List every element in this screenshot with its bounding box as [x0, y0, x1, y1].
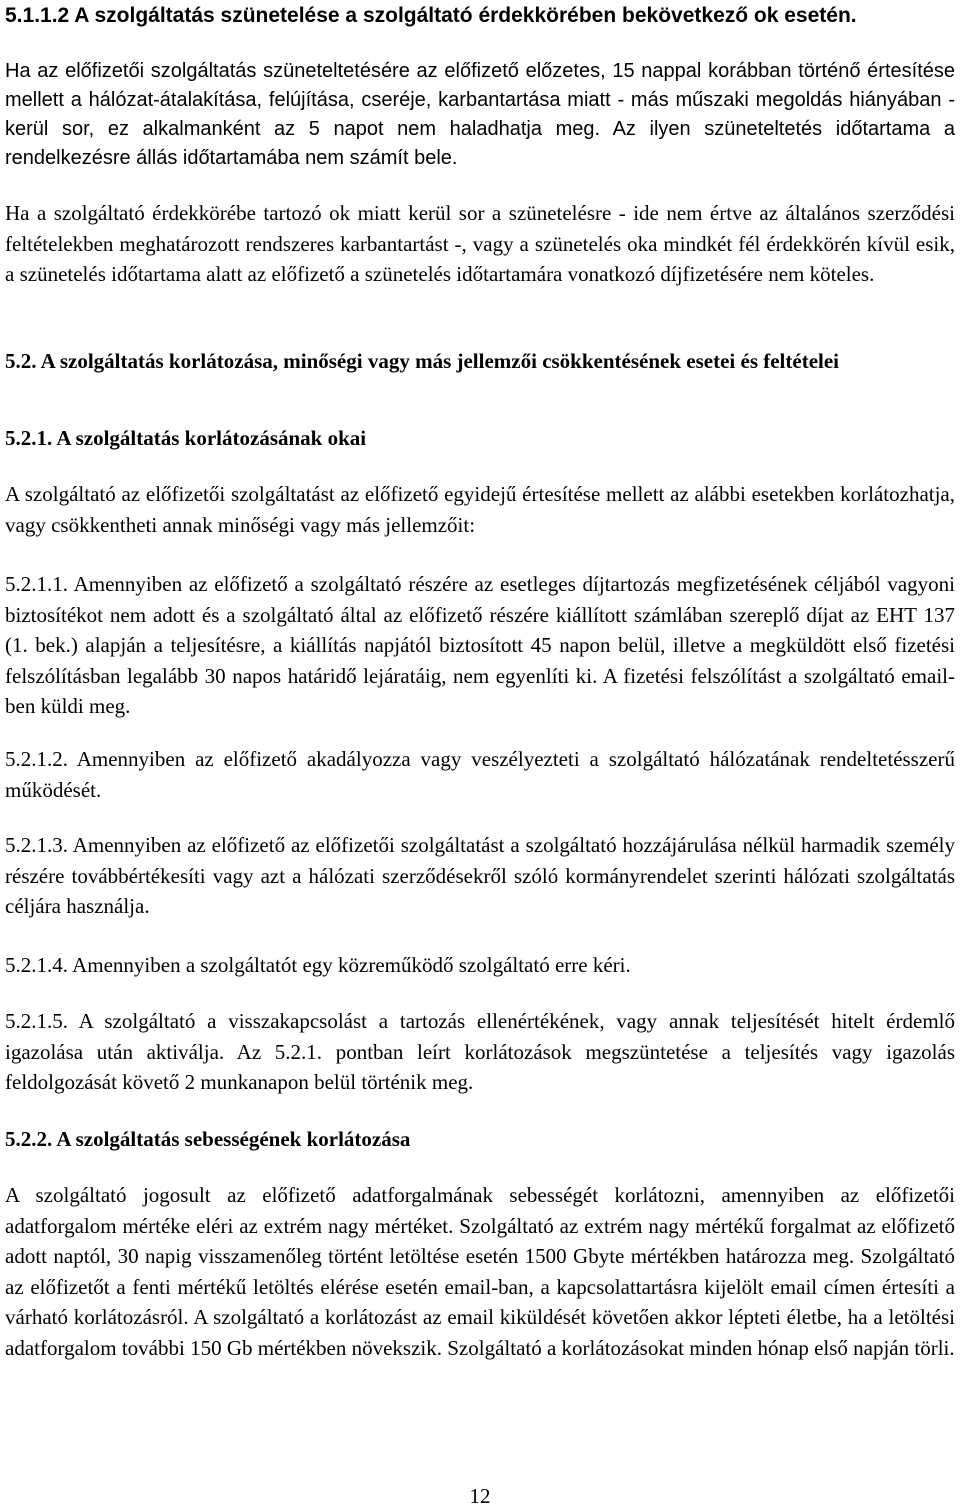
list-item-5-2-1-2: 5.2.1.2. Amennyiben az előfizető akadályozza vagy veszélyezteti a szolgáltató hálózatának rendeltetésszerű működését. [5, 747, 955, 802]
list-item-5-2-1-3: 5.2.1.3. Amennyiben az előfizető az előfizetői szolgáltatást a szolgáltató hozzájárulása nélkül harmadik személy részére továbbértékesíti vagy azt a hálózati szerződésekről szóló kormányrendelet szerinti hálózati szolgáltatás céljára használja. [5, 833, 955, 918]
list-item-5-2-1-4: 5.2.1.4. Amennyiben a szolgáltatót egy közreműködő szolgáltató erre kéri. [5, 953, 631, 977]
page-number: 12 [469, 1484, 491, 1508]
section-heading-5-2-2: 5.2.2. A szolgáltatás sebességének korlátozása [5, 1127, 411, 1151]
paragraph-suspension-maintenance: Ha az előfizetői szolgáltatás szüneteltetésére az előfizető előzetes, 15 nappal korábban történő értesítése mellett a hálózat-átalakítása, felújítása, cseréje, karbantartása miatt - más műszaki megoldás hiányában - kerül sor, ez alkalmanként az 5 napot nem haladhatja meg. Az ilyen szüneteltetés időtartama a rendelkezésre állás időtartamába nem számít bele. [5, 60, 955, 169]
section-heading-5-2: 5.2. A szolgáltatás korlátozása, minőségi vagy más jellemzői csökkentésének esetei és feltételei [5, 349, 840, 373]
paragraph-restriction-intro: A szolgáltató az előfizetői szolgáltatást az előfizető egyidejű értesítése mellett az alábbi esetekben korlátozhatja, vagy csökkentheti annak minőségi vagy más jellemzőit: [5, 482, 955, 537]
paragraph-suspension-provider-fault: Ha a szolgáltató érdekkörébe tartozó ok miatt kerül sor a szünetelésre - ide nem értve az általános szerződési feltételekben meghatározott rendszeres karbantartást -, vagy a szünetelés oka mindkét fél érdekkörén kívül esik, a szünetelés időtartama alatt az előfizető a szünetelés időtartamára vonatkozó díjfizetésére nem köteles. [5, 201, 955, 286]
paragraph-speed-limitation: A szolgáltató jogosult az előfizető adatforgalmának sebességét korlátozni, amennyiben az előfizetői adatforgalom mértéke eléri az extrém nagy mértéket. Szolgáltató az extrém nagy mértékű forgalmat az előfizető adott naptól, 30 napig visszamenőleg történt letöltése esetén 1500 Gbyte mértékben határozza meg. Szolgáltató az előfizetőt a fenti mértékű letöltés elérése esetén email-ban, a kapcsolattartásra kijelölt email címen értesíti a várható korlátozásról. A szolgáltató a korlátozást az email kiküldését követően akkor lépteti életbe, ha a letöltési adatforgalom további 150 Gb mértékben növekszik. Szolgáltató a korlátozásokat minden hónap első napján törli. [5, 1183, 955, 1360]
list-item-5-2-1-1: 5.2.1.1. Amennyiben az előfizető a szolgáltató részére az esetleges díjtartozás megfizetésének céljából vagyoni biztosítékot nem adott és a szolgáltató által az előfizető részére kiállított számlában szereplő díjat az EHT 137 (1. bek.) alapján a teljesítésre, a kiállítás napjától biztosított 45 napon belül, illetve a megküldött első fizetési felszólításban legalább 30 napos határidő lejáratáig, nem egyenlíti ki. A fizetési felszólítást a szolgáltató email-ben küldi meg. [5, 572, 955, 718]
list-item-5-2-1-5: 5.2.1.5. A szolgáltató a visszakapcsolást a tartozás ellenértékének, vagy annak teljesítését hitelt érdemlő igazolása után aktiválja. Az 5.2.1. pontban leírt korlátozások megszüntetése a teljesítés vagy igazolás feldolgozását követő 2 munkanapon belül történik meg. [5, 1009, 955, 1094]
section-heading-5-2-1: 5.2.1. A szolgáltatás korlátozásának okai [5, 426, 367, 450]
section-heading-5-1-1-2: 5.1.1.2 A szolgáltatás szünetelése a szolgáltató érdekkörében bekövetkező ok esetén. [5, 4, 857, 27]
